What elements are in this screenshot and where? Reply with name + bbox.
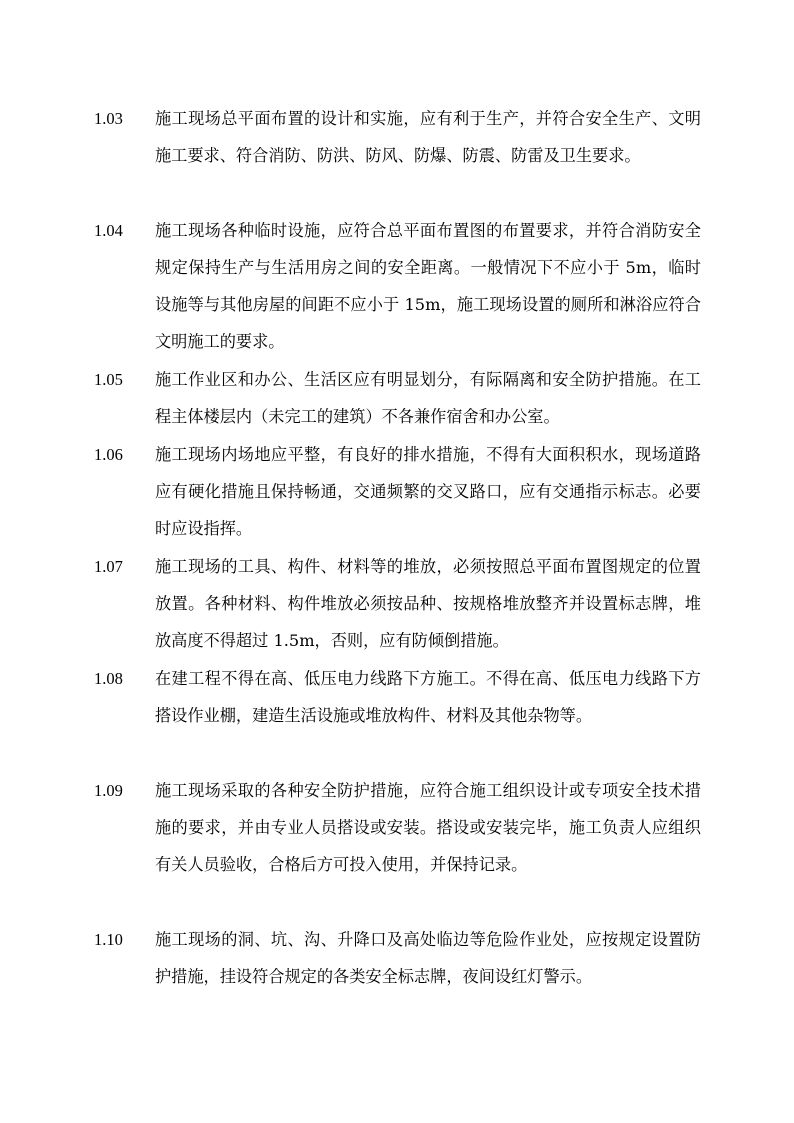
clause-number: 1.04 xyxy=(94,221,123,240)
clause-text: 施工现场总平面布置的设计和实施，应有利于生产，并符合安全生产、文明施工要求、符合消防、防洪、防风、防爆、防震、防雷及卫生要求。 xyxy=(155,109,701,165)
clause-number: 1.10 xyxy=(94,930,123,949)
clause-number: 1.05 xyxy=(94,370,123,389)
clause-number: 1.08 xyxy=(94,669,123,688)
clause-text: 施工现场各种临时设施，应符合总平面布置图的布置要求，并符合消防安全规定保持生产与生活用房之间的安全距离。一般情况下不应小于 5m，临时设施等与其他房屋的间距不应小于 15m，施工现场设置的厕所和淋浴应符合文明施工的要求。 xyxy=(155,221,701,351)
clause-number: 1.07 xyxy=(94,557,123,576)
clause-text: 施工现场的洞、坑、沟、升降口及高处临边等危险作业处，应按规定设置防护措施，挂设符合规定的各类安全标志牌，夜间设红灯警示。 xyxy=(155,930,701,986)
clause-text: 施工现场内场地应平整，有良好的排水措施，不得有大面积积水，现场道路应有硬化措施且保持畅通，交通频繁的交叉路口，应有交通指示标志。必要时应设指挥。 xyxy=(155,445,701,538)
clause-number: 1.06 xyxy=(94,445,123,464)
clause-text: 在建工程不得在高、低压电力线路下方施工。不得在高、低压电力线路下方搭设作业棚，建造生活设施或堆放构件、材料及其他杂物等。 xyxy=(155,669,701,725)
clause-text: 施工现场采取的各种安全防护措施，应符合施工组织设计或专项安全技术措施的要求，并由专业人员搭设或安装。搭设或安装完毕，施工负责人应组织有关人员验收，合格后方可投入使用，并保持记录。 xyxy=(155,781,701,874)
clause-text: 施工现场的工具、构件、材料等的堆放，必须按照总平面布置图规定的位置放置。各种材料、构件堆放必须按品种、按规格堆放整齐并设置标志牌，堆放高度不得超过 1.5m，否则，应有防倾倒措施。 xyxy=(155,557,701,650)
clause-number: 1.09 xyxy=(94,781,123,800)
clause-number: 1.03 xyxy=(94,109,123,128)
clause-text: 施工作业区和办公、生活区应有明显划分，有际隔离和安全防护措施。在工程主体楼层内（未完工的建筑）不各兼作宿舍和办公室。 xyxy=(155,370,701,426)
